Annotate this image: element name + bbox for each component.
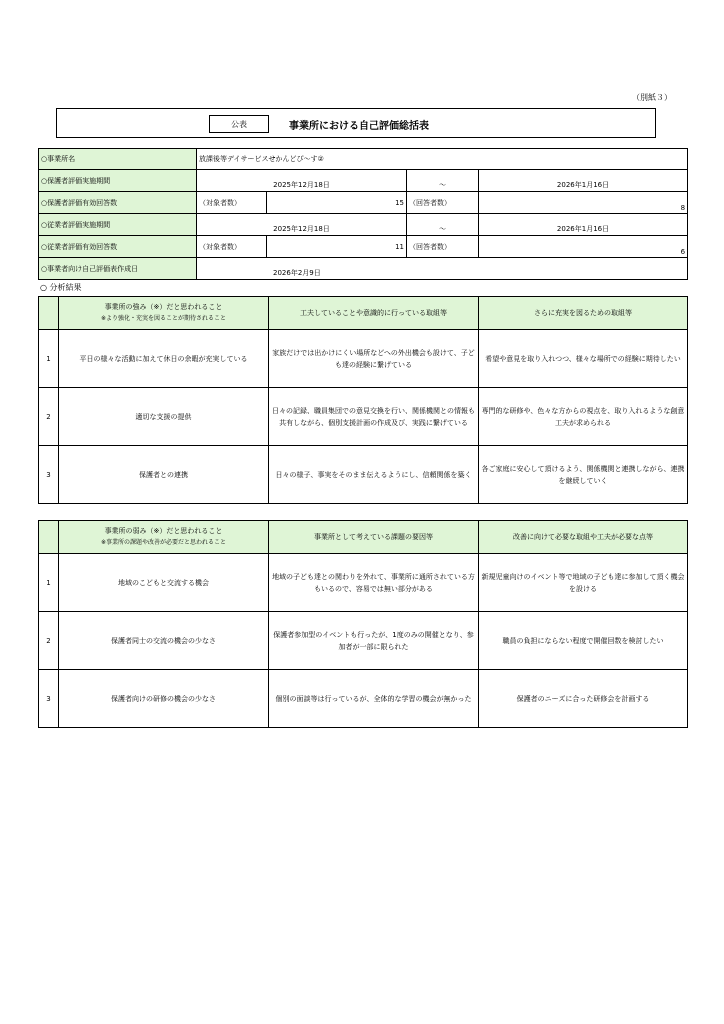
row-number: 3 [39, 670, 59, 728]
staff-period-sep: 〜 [407, 214, 479, 236]
weakness-fix: 職員の負担にならない程度で開催回数を検討したい [479, 612, 688, 670]
guardian-period-label: ○保護者評価実施期間 [39, 170, 197, 192]
info-row-created [39, 258, 688, 280]
created-label: ○事業者向け自己評価表作成日 [39, 258, 197, 280]
strengths-col2-header: 工夫していることや意識的に行っている取組等 [269, 297, 479, 330]
weakness-item: 地域のこどもと交流する機会 [59, 554, 269, 612]
strength-next: 専門的な研修や、色々な方からの視点を、取り入れるような創意工夫が求められる [479, 388, 688, 446]
guardian-period-start: 2025年12月18日 [197, 170, 407, 192]
staff-target-value: 11 [267, 236, 407, 258]
weakness-cause: 地域の子ども達との関わりを外れて、事業所に通所されている方もいるので、容易では無い部分がある [269, 554, 479, 612]
staff-respondents-value: 6 [479, 236, 688, 258]
row-number: 1 [39, 554, 59, 612]
office-name-value: 放課後等デイサービスせかんどぴ〜す② [197, 149, 688, 170]
guardian-period-sep: 〜 [407, 170, 479, 192]
guardian-target-value: 15 [267, 192, 407, 214]
weaknesses-col1-note: ※事業所の課題や改善が必要だと思われること [100, 539, 227, 546]
strengths-col1-title: 事業所の強み（※）だと思われること [104, 303, 223, 311]
row-number: 2 [39, 388, 59, 446]
strength-effort: 日々の様子、事実をそのまま伝えるようにし、信頼関係を築く [269, 446, 479, 504]
info-row-staff-period [39, 214, 688, 236]
staff-period-end: 2026年1月16日 [479, 214, 688, 236]
staff-target-label: （対象者数） [197, 236, 267, 258]
weaknesses-table [38, 520, 688, 728]
strengths-col3-header: さらに充実を図るための取組等 [479, 297, 688, 330]
weaknesses-col2-header: 事業所として考えている課題の要因等 [269, 521, 479, 554]
staff-respondents-label: （回答者数） [407, 236, 479, 258]
guardian-respondents-value: 8 [479, 192, 688, 214]
staff-period-start: 2025年12月18日 [197, 214, 407, 236]
strength-next: 希望や意見を取り入れつつ、様々な場所での経験に期待したい [479, 330, 688, 388]
weaknesses-col1-title: 事業所の弱み（※）だと思われること [104, 527, 223, 535]
strengths-header [39, 297, 688, 330]
strengths-col1-note: ※より強化・充実を図ることが期待されること [100, 315, 227, 322]
weakness-item: 保護者同士の交流の機会の少なさ [59, 612, 269, 670]
weaknesses-col1-header [59, 521, 269, 554]
created-date: 2026年2月9日 [197, 258, 688, 280]
strength-next: 各ご家庭に安心して頂けるよう、関係機関と連携しながら、連携を継続していく [479, 446, 688, 504]
analysis-label: ○ 分析結果 [40, 283, 82, 292]
row-number: 2 [39, 612, 59, 670]
office-name-label: ○事業所名 [39, 149, 197, 170]
page-title: 事業所における自己評価総括表 [289, 121, 429, 132]
table-row [39, 388, 688, 446]
info-row-guardian-period [39, 170, 688, 192]
table-row [39, 612, 688, 670]
weakness-cause: 保護者参加型のイベントも行ったが、1度のみの開催となり、参加者が一部に限られた [269, 612, 479, 670]
weakness-cause: 個別の面談等は行っているが、全体的な学習の機会が無かった [269, 670, 479, 728]
row-number: 3 [39, 446, 59, 504]
table-row [39, 554, 688, 612]
info-row-office [39, 149, 688, 170]
guardian-target-label: （対象者数） [197, 192, 267, 214]
strength-item: 適切な支援の提供 [59, 388, 269, 446]
weaknesses-col3-header: 改善に向けて必要な取組や工夫が必要な点等 [479, 521, 688, 554]
table-row [39, 670, 688, 728]
header-num [39, 521, 59, 554]
weaknesses-header [39, 521, 688, 554]
annex-label: （別紙３） [632, 93, 672, 102]
strength-effort: 日々の記録、職員集団での意見交換を行い、関係機関との情報も共有しながら、個別支援計画の作成及び、実践に繋げている [269, 388, 479, 446]
public-badge: 公表 [209, 115, 269, 133]
info-row-staff-count [39, 236, 688, 258]
header-num [39, 297, 59, 330]
strengths-col1-header [59, 297, 269, 330]
weakness-fix: 新規児童向けのイベント等で地域の子ども達に参加して頂く機会を設ける [479, 554, 688, 612]
staff-count-label: ○従業者評価有効回答数 [39, 236, 197, 258]
info-row-guardian-count [39, 192, 688, 214]
guardian-respondents-label: （回答者数） [407, 192, 479, 214]
table-row [39, 330, 688, 388]
strength-item: 平日の様々な活動に加えて休日の余暇が充実している [59, 330, 269, 388]
strength-effort: 家族だけでは出かけにくい場所などへの外出機会も設けて、子ども達の経験に繋げている [269, 330, 479, 388]
row-number: 1 [39, 330, 59, 388]
weakness-fix: 保護者のニーズに合った研修会を計画する [479, 670, 688, 728]
table-row [39, 446, 688, 504]
guardian-period-end: 2026年1月16日 [479, 170, 688, 192]
title-box [56, 108, 656, 138]
info-table [38, 148, 688, 280]
staff-period-label: ○従業者評価実施期間 [39, 214, 197, 236]
strength-item: 保護者との連携 [59, 446, 269, 504]
strengths-table [38, 296, 688, 504]
weakness-item: 保護者向けの研修の機会の少なさ [59, 670, 269, 728]
guardian-count-label: ○保護者評価有効回答数 [39, 192, 197, 214]
